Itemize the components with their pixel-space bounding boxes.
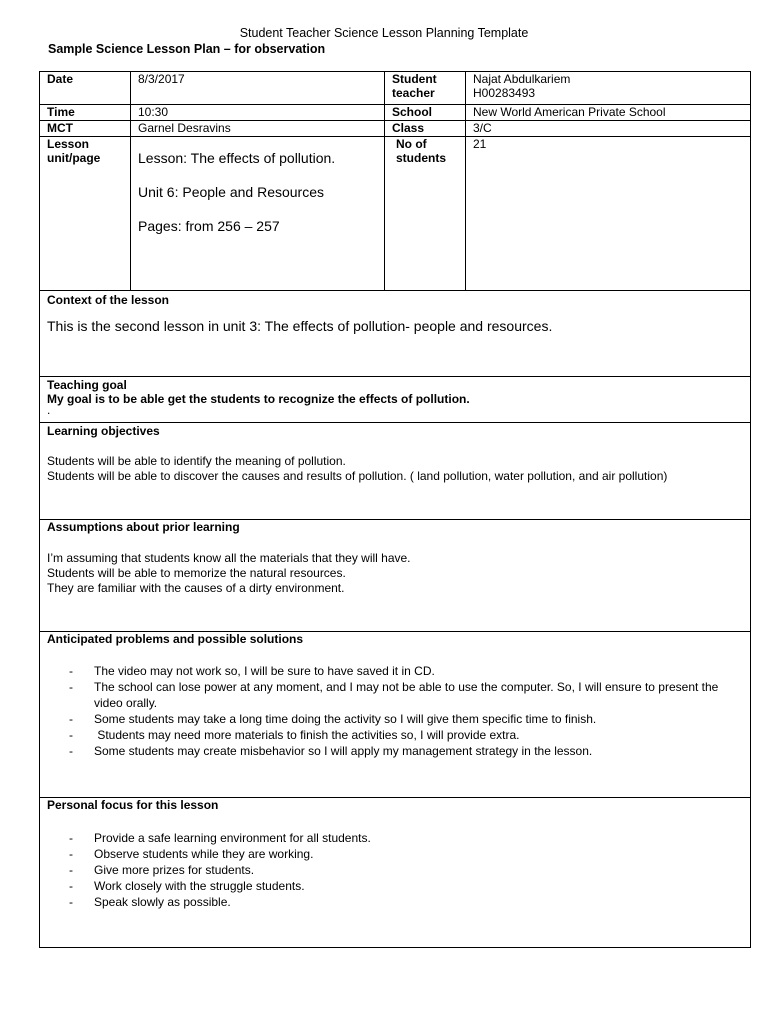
focus-section (40, 798, 751, 948)
document-title: Student Teacher Science Lesson Planning Template (239, 26, 529, 40)
mct-label: MCT (40, 121, 131, 137)
list-item (47, 862, 743, 878)
dash-bullet: - (69, 879, 73, 893)
lesson-unit-label: Lesson unit/page (40, 137, 131, 291)
student-teacher-id: H00283493 (473, 86, 536, 100)
dash-bullet: - (69, 831, 73, 845)
row-teaching-goal (40, 377, 751, 423)
row-lesson-unit (40, 137, 751, 291)
dash-bullet: - (69, 744, 73, 758)
class-label: Class (385, 121, 466, 137)
row-assumptions (40, 520, 751, 632)
row-date (40, 72, 751, 105)
context-title: Context of the lesson (47, 293, 170, 307)
problems-list (47, 663, 743, 759)
school-value: New World American Private School (466, 105, 751, 121)
assumption-item: I’m assuming that students know all the materials that they will have. (47, 551, 411, 565)
lesson-plan-table (39, 71, 751, 948)
focus-list (47, 830, 743, 910)
students-count-value: 21 (466, 137, 751, 291)
assumption-item: Students will be able to memorize the natural resources. (47, 566, 346, 580)
problem-text: Some students may take a long time doing the activity so I will give them specific time to finish. (94, 712, 597, 726)
dash-bullet: - (69, 712, 73, 726)
date-label: Date (40, 72, 131, 105)
row-context (40, 291, 751, 377)
dash-bullet: - (69, 728, 73, 742)
focus-text: Work closely with the struggle students. (94, 879, 305, 893)
focus-text: Provide a safe learning environment for all students. (94, 831, 371, 845)
document-subtitle: Sample Science Lesson Plan – for observation (48, 42, 326, 56)
list-item (47, 679, 743, 711)
list-item (47, 727, 743, 743)
time-value: 10:30 (131, 105, 385, 121)
problem-text: The school can lose power at any moment, and I may not be able to use the computer. So, I will ensure to present the video orally. (94, 680, 719, 710)
problems-title: Anticipated problems and possible solutions (47, 632, 304, 646)
problem-text: The video may not work so, I will be sure to have saved it in CD. (94, 664, 435, 678)
assumption-item: They are familiar with the causes of a dirty environment. (47, 581, 345, 595)
dash-bullet: - (69, 664, 73, 678)
pages-line: Pages: from 256 – 257 (138, 218, 280, 234)
date-value: 8/3/2017 (131, 72, 385, 105)
dash-bullet: - (69, 680, 73, 694)
time-label: Time (40, 105, 131, 121)
focus-text: Give more prizes for students. (94, 863, 255, 877)
teaching-goal-title: Teaching goal (47, 378, 127, 392)
class-value: 3/C (466, 121, 751, 137)
students-count-label: No of students (385, 137, 466, 291)
teaching-goal-text: My goal is to be able get the students to recognize the effects of pollution. (47, 392, 470, 406)
objective-item: Students will be able to identify the meaning of pollution. (47, 454, 346, 468)
problem-text: Students may need more materials to finish the activities so, I will provide extra. (94, 728, 520, 742)
context-section (40, 291, 751, 377)
assumptions-section (40, 520, 751, 632)
student-teacher-name: Najat Abdulkariem (473, 72, 571, 86)
list-item (47, 830, 743, 846)
list-item (47, 878, 743, 894)
list-item (47, 743, 743, 759)
dash-bullet: - (69, 847, 73, 861)
objectives-title: Learning objectives (47, 424, 160, 438)
teaching-goal-extra: . (47, 403, 51, 417)
list-item (47, 663, 743, 679)
student-teacher-label: Student teacher (385, 72, 466, 105)
context-text: This is the second lesson in unit 3: The effects of pollution- people and resources. (47, 318, 553, 334)
list-item (47, 711, 743, 727)
student-teacher-value (466, 72, 751, 105)
lesson-unit-value (131, 137, 385, 291)
row-time (40, 105, 751, 121)
problem-text: Some students may create misbehavior so I will apply my management strategy in the lesson. (94, 744, 593, 758)
row-objectives (40, 423, 751, 520)
unit-line: Unit 6: People and Resources (138, 184, 324, 200)
row-problems (40, 632, 751, 798)
objectives-section (40, 423, 751, 520)
focus-title: Personal focus for this lesson (47, 798, 219, 812)
objective-item: Students will be able to discover the causes and results of pollution. ( land pollution, water pollution, and air pollution) (47, 469, 668, 483)
row-mct (40, 121, 751, 137)
school-label: School (385, 105, 466, 121)
focus-text: Speak slowly as possible. (94, 895, 231, 909)
problems-section (40, 632, 751, 798)
list-item (47, 894, 743, 910)
dash-bullet: - (69, 895, 73, 909)
mct-value: Garnel Desravins (131, 121, 385, 137)
dash-bullet: - (69, 863, 73, 877)
list-item (47, 846, 743, 862)
lesson-line: Lesson: The effects of pollution. (138, 150, 336, 166)
teaching-goal-section (40, 377, 751, 423)
assumptions-title: Assumptions about prior learning (47, 520, 240, 534)
row-focus (40, 798, 751, 948)
focus-text: Observe students while they are working. (94, 847, 314, 861)
